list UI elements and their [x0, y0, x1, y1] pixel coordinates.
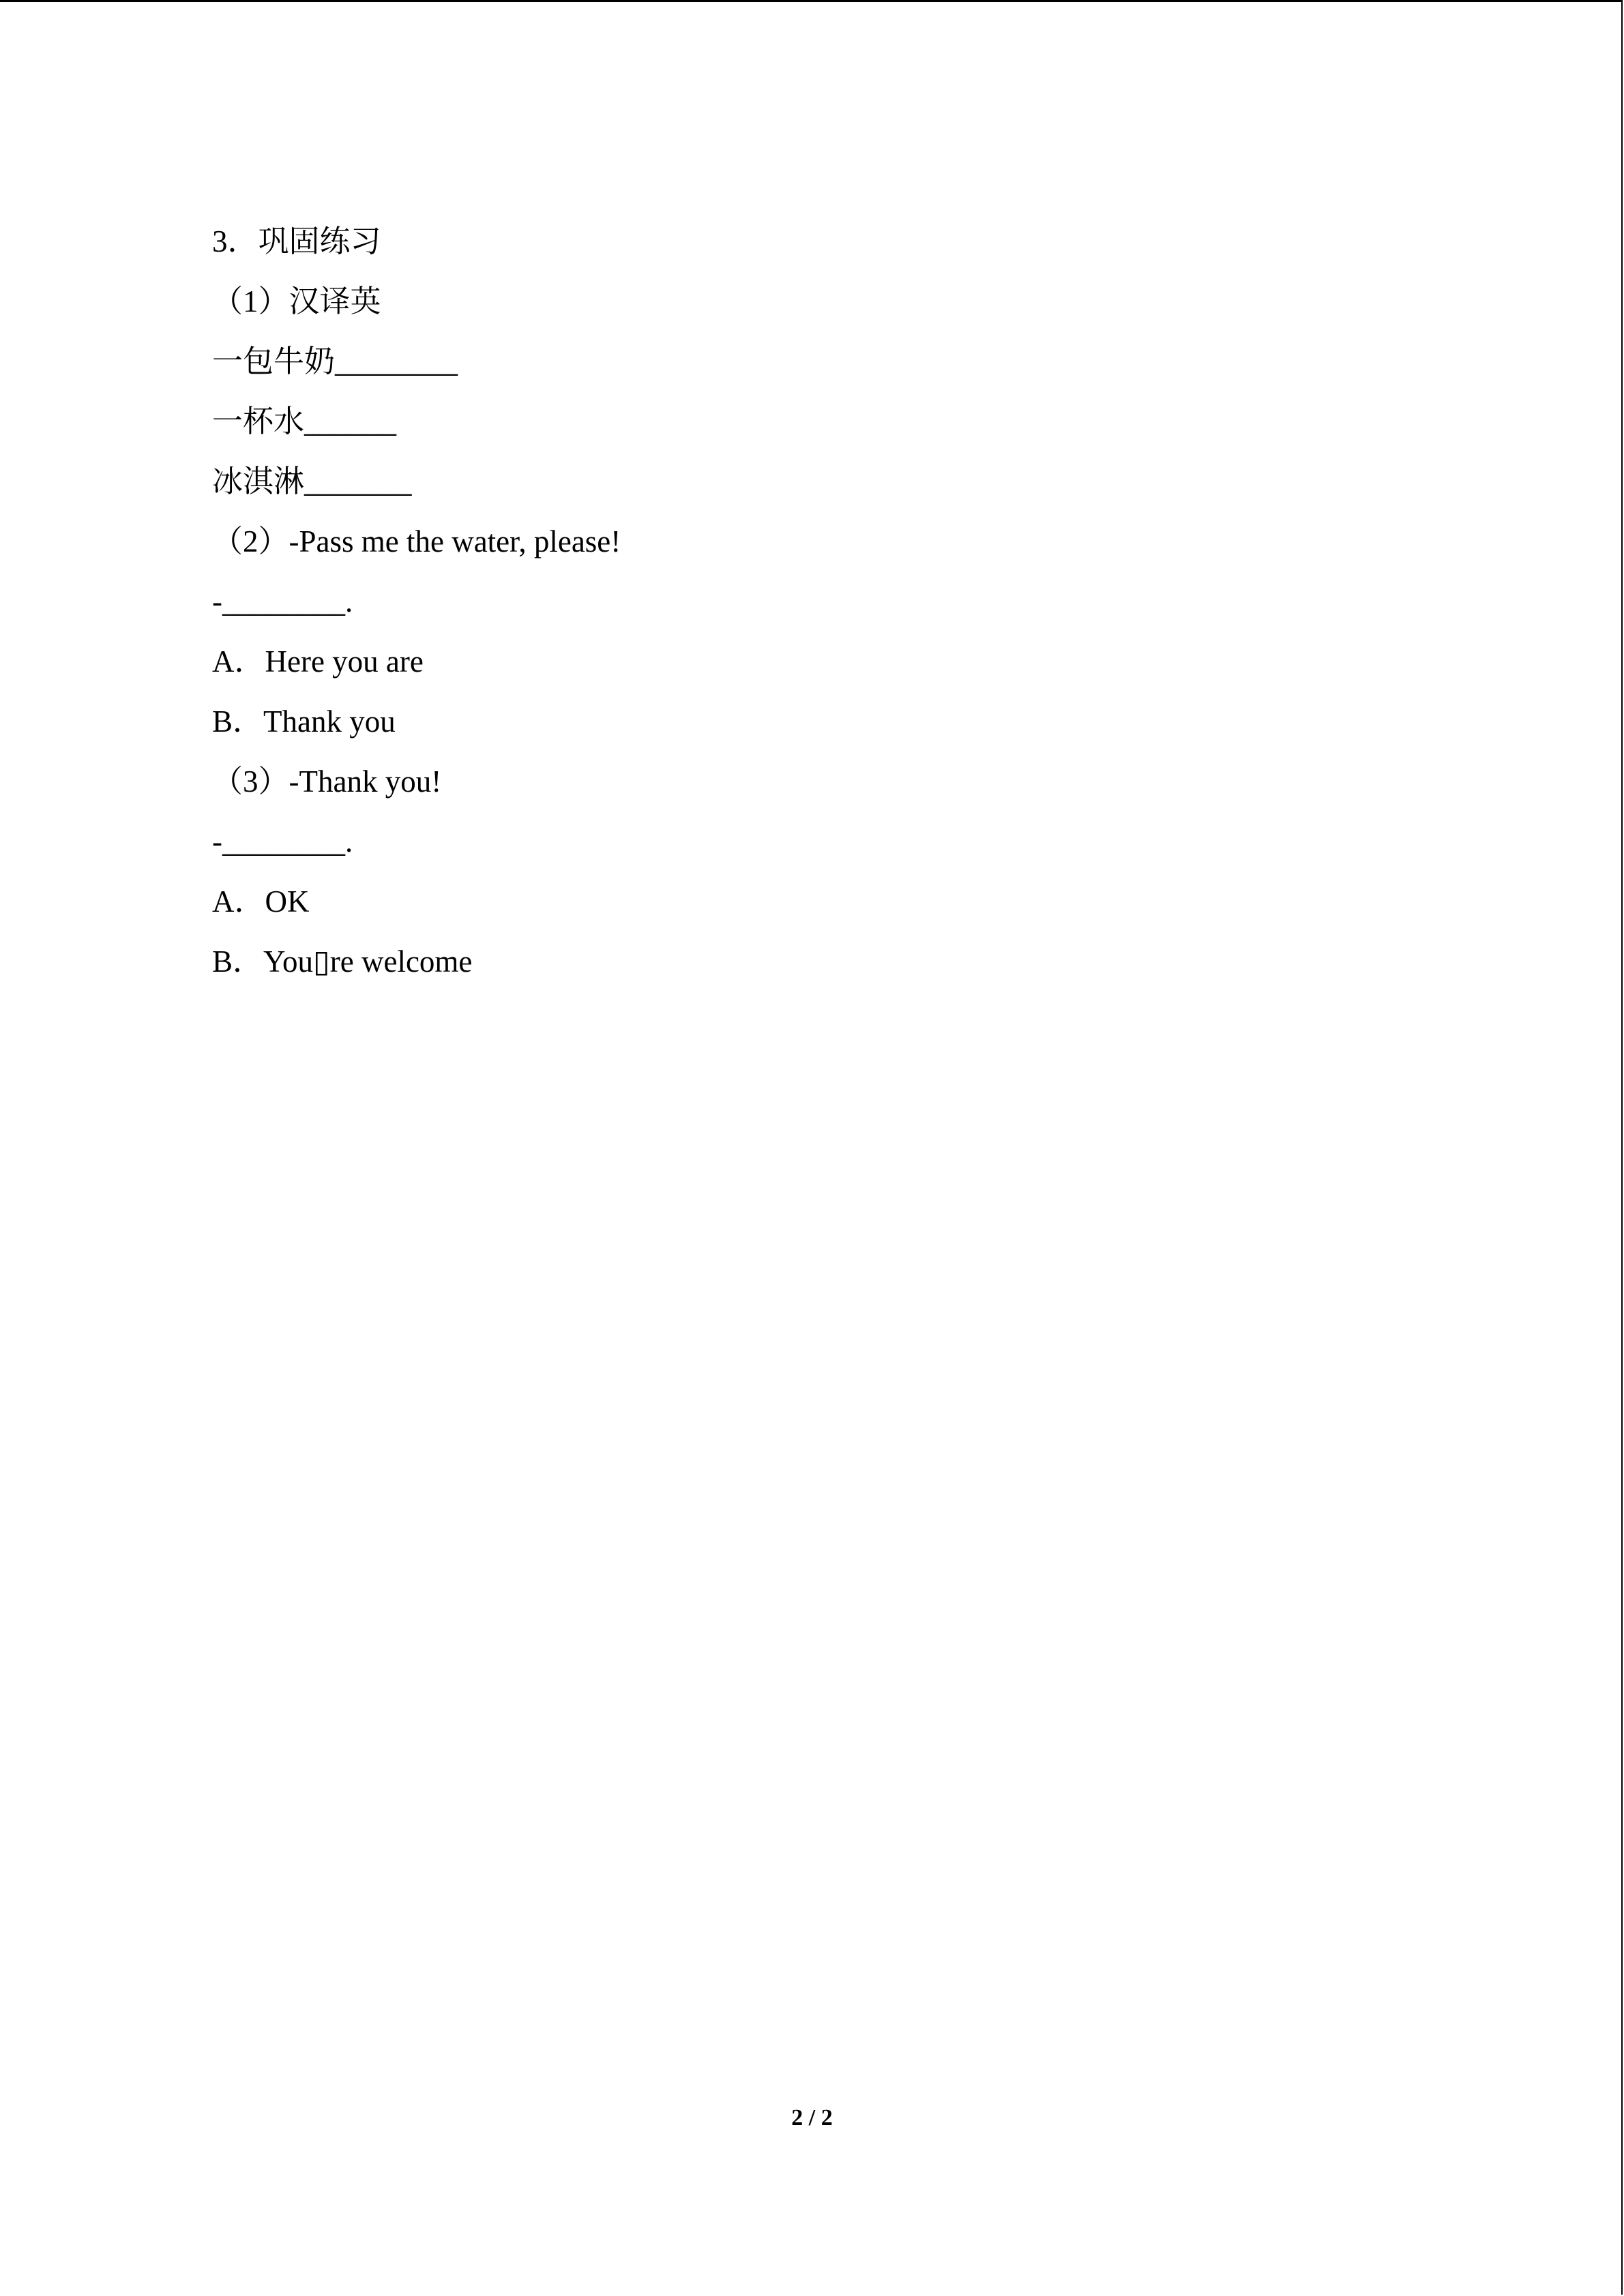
question-3-answer-blank: -________.: [212, 824, 353, 859]
question-3-prompt: （3）-Thank you!: [212, 764, 442, 799]
question-3-option-a: A．OK: [212, 884, 310, 919]
question-1-item-milk: 一包牛奶________: [212, 344, 458, 378]
question-2-option-b: B．Thank you: [212, 704, 396, 739]
question-2-option-a: A．Here you are: [212, 644, 424, 679]
section-heading: 3．巩固练习: [212, 224, 381, 258]
question-2-prompt: （2）-Pass me the water, please!: [212, 524, 621, 558]
document-body: [212, 211, 1440, 992]
question-1-item-water: 一杯水______: [212, 404, 397, 438]
question-2-answer-blank: -________.: [212, 584, 353, 618]
question-1-prompt: （1）汉译英: [212, 284, 381, 318]
page-number: 2 / 2: [791, 2105, 833, 2130]
question-1-item-ice-cream: 冰淇淋_______: [212, 464, 412, 498]
question-3-option-b: B．You▯re welcome: [212, 944, 473, 979]
